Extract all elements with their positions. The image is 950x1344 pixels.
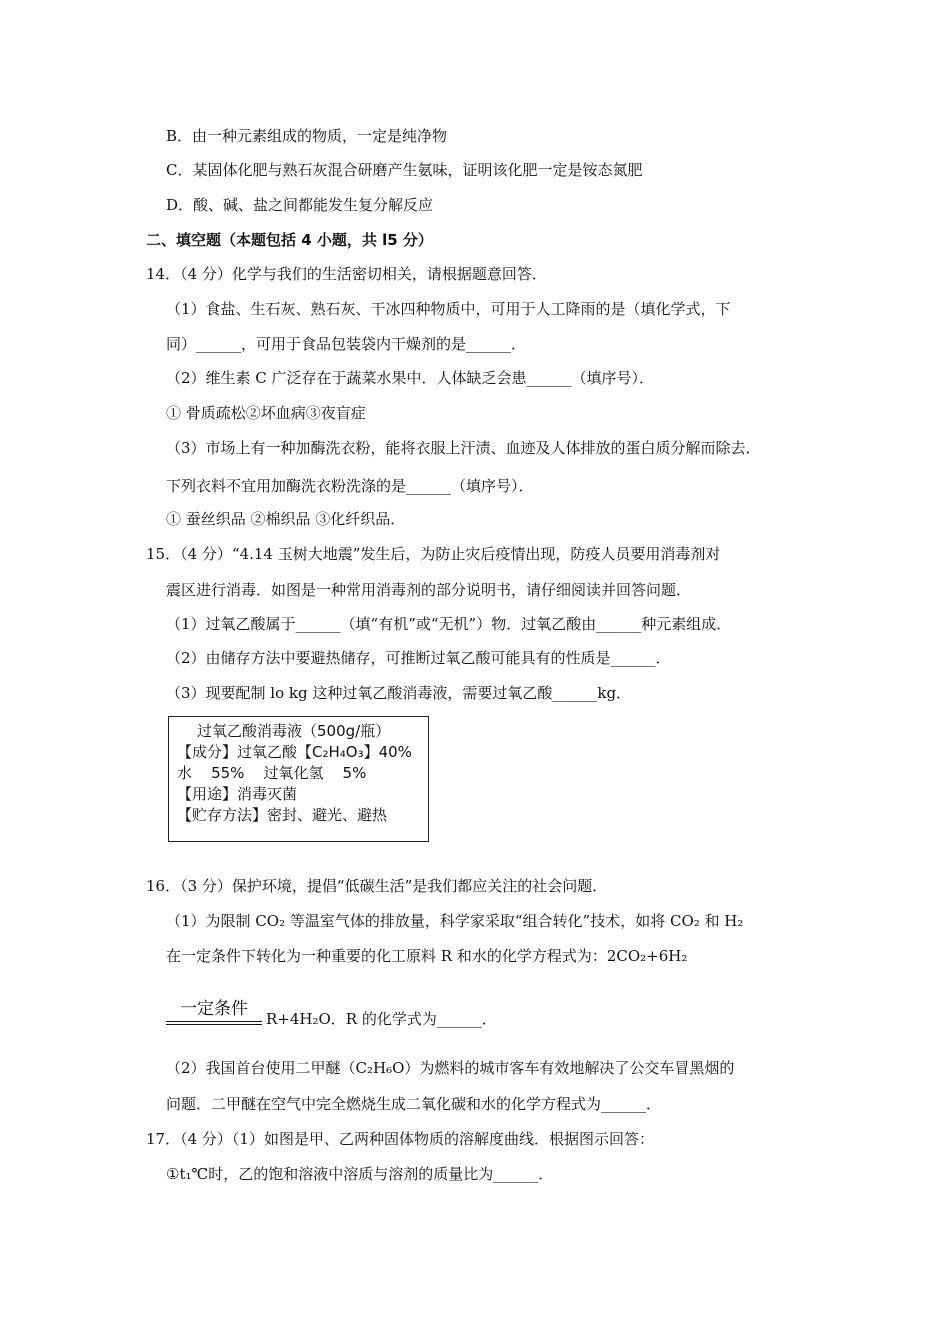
- q14-part2-line1: （2）维生素 C 广泛存在于蔬菜水果中．人体缺乏会患______（填序号）．: [166, 369, 655, 387]
- q16-part1-line2: 在一定条件下转化为一种重要的化工原料 R 和水的化学方程式为：2CO₂+6H₂: [166, 947, 688, 965]
- q14-part2-options: ① 骨质疏松②坏血病③夜盲症: [166, 404, 366, 422]
- option-d: D．酸、碱、盐之间都能发生复分解反应: [166, 196, 434, 214]
- q17-part1: ①t₁℃时，乙的饱和溶液中溶质与溶剂的质量比为______．: [166, 1165, 554, 1183]
- q16-part1-line3: R+4H₂O．R 的化学式为______．: [266, 1010, 497, 1028]
- option-b: B．由一种元素组成的物质，一定是纯净物: [166, 127, 448, 145]
- question-14: 14．（4 分）化学与我们的生活密切相关，请根据题意回答．: [146, 265, 547, 283]
- question-16: 16．（3 分）保护环境，提倡“低碳生活”是我们都应关注的社会问题．: [146, 877, 608, 895]
- q14-part3-options: ① 蚕丝织品 ②棉织品 ③化纤织品．: [166, 510, 406, 528]
- question-17: 17．（4 分）（1）如图是甲、乙两种固体物质的溶解度曲线．根据图示回答：: [146, 1130, 654, 1148]
- q16-part2-line1: （2）我国首台使用二甲醚（C₂H₆O）为燃料的城市客车有效地解决了公交车冒黑烟的: [166, 1059, 735, 1077]
- reaction-condition-label: 一定条件: [180, 999, 248, 1019]
- q15-part2: （2）由储存方法中要避热储存，可推断过氧乙酸可能具有的性质是______．: [166, 649, 671, 667]
- reaction-condition: [166, 994, 262, 1025]
- option-c: C．某固体化肥与熟石灰混合研磨产生氨味，证明该化肥一定是铵态氮肥: [166, 161, 643, 179]
- q15-part1: （1）过氧乙酸属于______（填“有机”或“无机”）物．过氧乙酸由______种元素组成．: [166, 615, 732, 633]
- q14-part3-line2: 下列衣料不宜用加酶洗衣粉洗涤的是______（填序号）．: [166, 477, 534, 495]
- label-ingredient-1: 【成分】过氧乙酸【C₂H₄O₃】40%: [177, 743, 412, 761]
- q15-part3: （3）现要配制 lo kg 这种过氧乙酸消毒液，需要过氧乙酸______kg．: [166, 684, 632, 702]
- equation-equals-sign: [166, 1021, 262, 1025]
- q14-part3-line1: （3）市场上有一种加酶洗衣粉，能将衣服上汗渍、血迹及人体排放的蛋白质分解而除去．: [166, 439, 761, 457]
- q14-part1-line1: （1）食盐、生石灰、熟石灰、干冰四种物质中，可用于人工降雨的是（填化学式，下: [166, 300, 731, 318]
- label-title: 过氧乙酸消毒液（500g/瓶）: [197, 722, 391, 740]
- disinfectant-label-box: [168, 716, 429, 842]
- q16-part2-line2: 问题．二甲醚在空气中完全燃烧生成二氧化碳和水的化学方程式为______．: [166, 1095, 662, 1113]
- label-storage: 【贮存方法】密封、避光、避热: [177, 806, 388, 824]
- question-15-line1: 15．（4 分）“4.14 玉树大地震”发生后，为防止灾后疫情出现，防疫人员要用消毒剂对: [146, 545, 721, 563]
- label-usage: 【用途】消毒灭菌: [177, 785, 298, 803]
- section-heading: 二、填空题（本题包括 4 小题，共 l5 分）: [146, 231, 433, 249]
- label-ingredient-2: 水 55% 过氧化氢 5%: [177, 764, 367, 782]
- question-15-line2: 震区进行消毒．如图是一种常用消毒剂的部分说明书，请仔细阅读并回答问题．: [166, 581, 692, 599]
- q16-part1-line1: （1）为限制 CO₂ 等温室气体的排放量，科学家采取“组合转化”技术，如将 CO₂ 和 H₂: [166, 912, 744, 930]
- q14-part1-line2: 同）______，可用于食品包装袋内干燥剂的是______．: [166, 335, 527, 353]
